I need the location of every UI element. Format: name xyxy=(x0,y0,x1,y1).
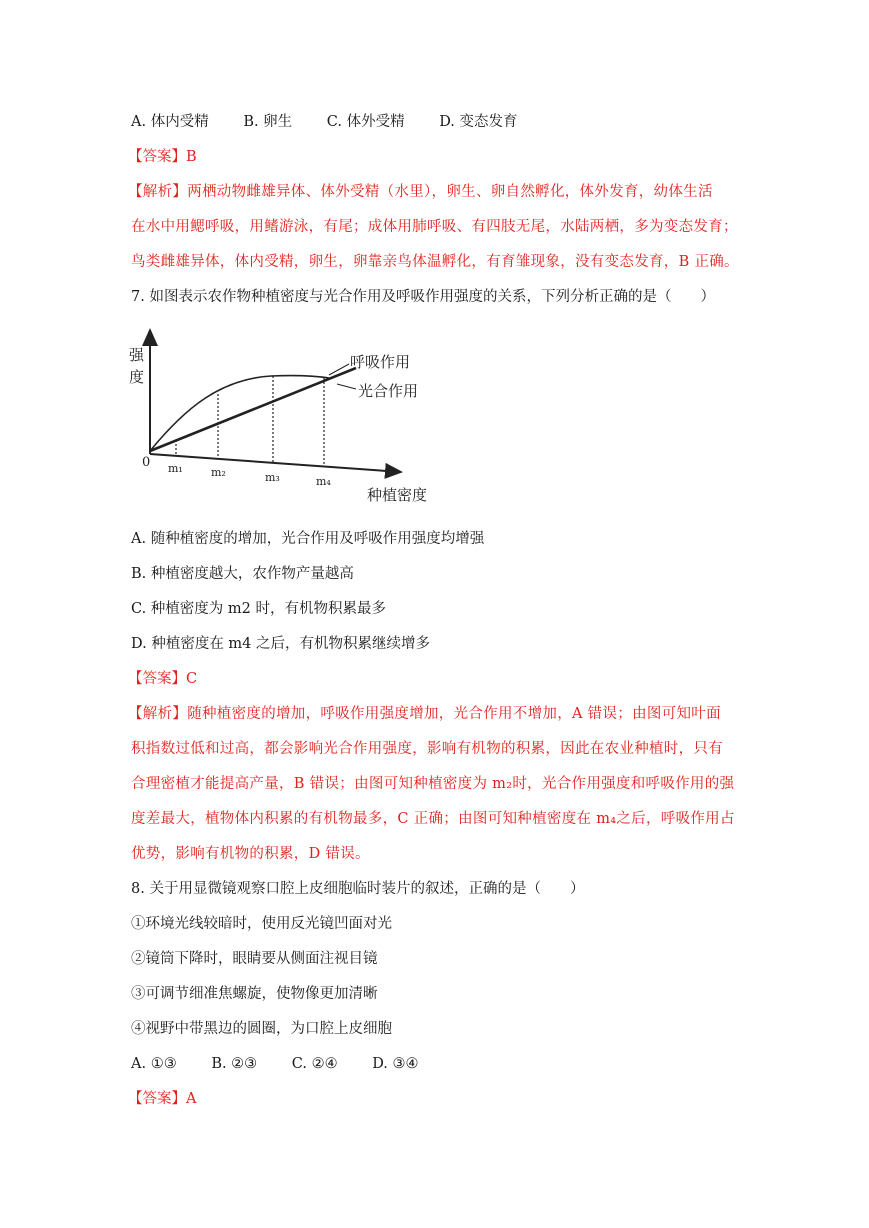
q7-option-c: C. 种植密度为 m2 时，有机物积累最多 xyxy=(131,601,386,617)
tick-label-m2: m₂ xyxy=(211,466,226,479)
q8-statement-2: ②镜筒下降时，眼睛要从侧面注视目镜 xyxy=(131,951,378,967)
q8-question: 8. 关于用显微镜观察口腔上皮细胞临时装片的叙述，正确的是（ ） xyxy=(131,881,585,897)
q8-option-b: B. ②③ xyxy=(211,1056,258,1072)
q8-option-d: D. ③④ xyxy=(372,1056,419,1072)
q8-statement-3: ③可调节细准焦螺旋，使物像更加清晰 xyxy=(131,986,378,1002)
q7-option-b: B. 种植密度越大，农作物产量越高 xyxy=(131,566,354,582)
q7-explanation-line-4: 度差最大，植物体内积累的有机物最多，C 正确；由图可知种植密度在 m₄之后，呼吸作用占 xyxy=(131,811,735,827)
curve-label-photosynthesis: 光合作用 xyxy=(358,382,419,400)
tick-label-m1: m₁ xyxy=(168,462,183,475)
q7-explanation-line-1: 【解析】随种植密度的增加，呼吸作用强度增加，光合作用不增加，A 错误；由图可知叶面 xyxy=(128,706,721,722)
q6-explanation-line-2: 在水中用鳃呼吸，用鳍游泳，有尾；成体用肺呼吸、有四肢无尾，水陆两栖，多为变态发育； xyxy=(131,219,738,235)
q6-options xyxy=(131,112,518,132)
q7-option-d: D. 种植密度在 m4 之后，有机物积累继续增多 xyxy=(131,636,431,652)
x-axis xyxy=(150,454,401,472)
curve-label-respiration: 呼吸作用 xyxy=(350,353,411,371)
respiration-line xyxy=(150,368,356,451)
y-label-bottom: 度 xyxy=(129,368,145,386)
q7-explanation-line-3: 合理密植才能提高产量，B 错误；由图可知种植密度为 m₂时，光合作用强度和呼吸作用的强 xyxy=(131,776,735,792)
q8-answer: 【答案】A xyxy=(128,1091,197,1107)
x-label: 种植密度 xyxy=(367,486,428,504)
origin-label: 0 xyxy=(142,455,151,470)
q8-statement-1: ①环境光线较暗时，使用反光镜凹面对光 xyxy=(131,916,392,932)
q7-question: 7. 如图表示农作物种植密度与光合作用及呼吸作用强度的关系，下列分析正确的是（ ） xyxy=(131,289,715,305)
q6-option-b: B. 卵生 xyxy=(243,114,293,130)
q8-option-a: A. ①③ xyxy=(131,1056,177,1072)
q8-options xyxy=(131,1054,419,1074)
q6-explanation-line-1: 【解析】两栖动物雌雄异体、体外受精（水里），卵生、卵自然孵化，体外发育，幼体生活 xyxy=(128,184,713,200)
y-label-top: 强 xyxy=(129,346,145,364)
q8-statement-4: ④视野中带黑边的圆圈，为口腔上皮细胞 xyxy=(131,1021,392,1037)
tick-label-m4: m₄ xyxy=(316,475,331,488)
q7-figure xyxy=(131,322,451,507)
q8-option-c: C. ②④ xyxy=(291,1056,338,1072)
photosynthesis-leader-line xyxy=(337,384,356,389)
q7-explanation-line-2: 积指数过低和过高，都会影响光合作用强度，影响有机物的积累，因此在农业种植时，只有 xyxy=(131,741,723,757)
tick-label-m3: m₃ xyxy=(265,471,280,484)
q6-explanation-line-3: 鸟类雌雄异体，体内受精，卵生，卵靠亲鸟体温孵化，有育雏现象，没有变态发育，B 正确。 xyxy=(131,254,739,270)
q6-option-d: D. 变态发育 xyxy=(439,114,518,130)
q6-option-a: A. 体内受精 xyxy=(131,114,209,130)
q7-option-a: A. 随种植密度的增加，光合作用及呼吸作用强度均增强 xyxy=(131,531,485,547)
q7-answer: 【答案】C xyxy=(128,671,198,687)
q7-explanation-line-5: 优势，影响有机物的积累，D 错误。 xyxy=(131,846,370,862)
q6-answer: 【答案】B xyxy=(128,149,197,165)
q6-option-c: C. 体外受精 xyxy=(326,114,405,130)
